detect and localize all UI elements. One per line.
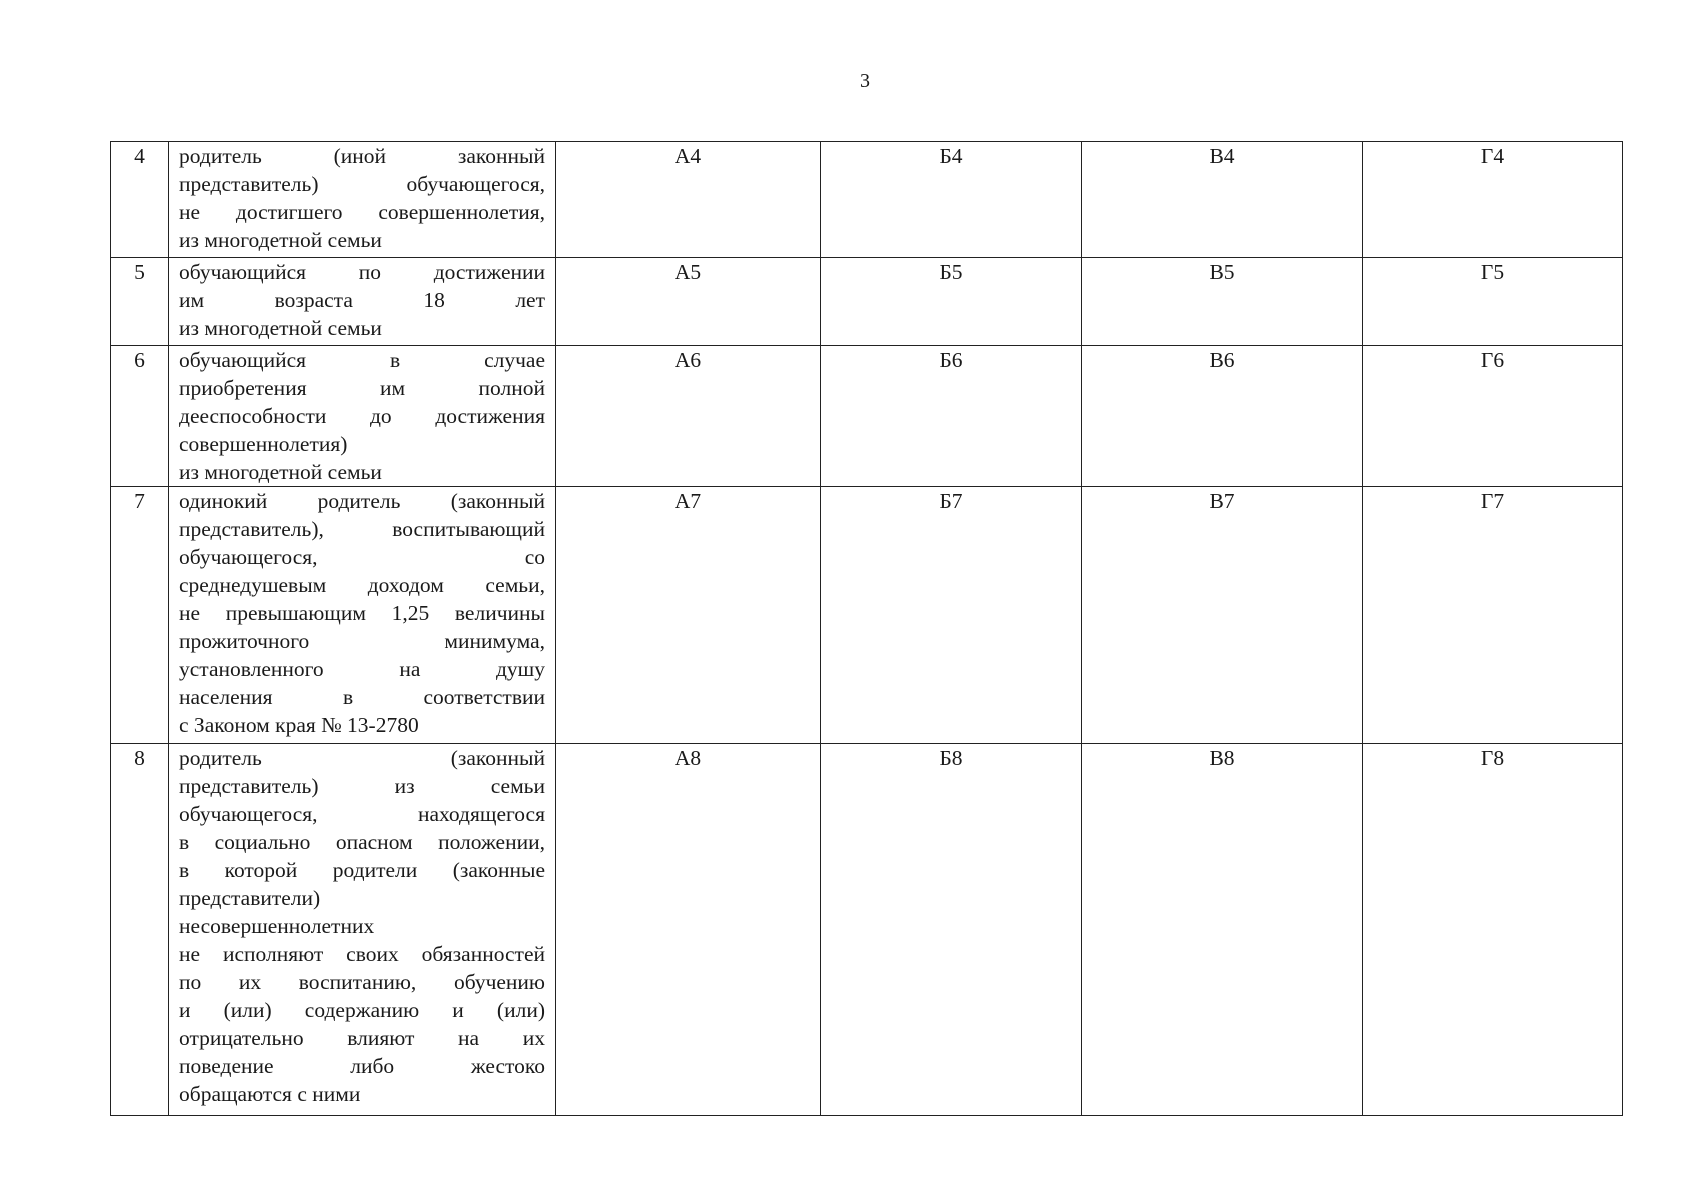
page-number: 3 (860, 70, 870, 92)
criteria-table (110, 141, 1623, 1116)
category-description (169, 258, 556, 346)
description-line: не достигшего совершеннолетия, (179, 200, 545, 224)
code-b-cell: Б6 (821, 346, 1082, 487)
description-line: совершеннолетия) (179, 432, 348, 456)
description-line: населения в соответствии (179, 685, 545, 709)
row-number: 4 (111, 142, 169, 258)
code-g-cell: Г7 (1363, 487, 1623, 744)
code-v-cell: В4 (1082, 142, 1363, 258)
description-line: в которой родители (законные (179, 858, 545, 882)
description-line: прожиточного минимума, (179, 629, 545, 653)
description-line: родитель (законный (179, 746, 545, 770)
description-line: из многодетной семьи (179, 460, 382, 484)
code-a-cell: А8 (556, 744, 821, 1116)
code-a-cell: А7 (556, 487, 821, 744)
description-line: в социально опасном положении, (179, 830, 545, 854)
table-row (111, 258, 1623, 346)
table-row (111, 142, 1623, 258)
description-line: отрицательно влияют на их (179, 1026, 545, 1050)
row-number: 6 (111, 346, 169, 487)
code-v-cell: В7 (1082, 487, 1363, 744)
code-b-cell: Б4 (821, 142, 1082, 258)
description-line: не исполняют своих обязанностей (179, 942, 545, 966)
row-number: 8 (111, 744, 169, 1116)
description-line: представитель) обучающегося, (179, 172, 545, 196)
code-v-cell: В8 (1082, 744, 1363, 1116)
description-line: обучающегося, со (179, 545, 545, 569)
code-g-cell: Г4 (1363, 142, 1623, 258)
description-line: одинокий родитель (законный (179, 489, 545, 513)
description-line: представители) (179, 886, 321, 910)
description-line: обучающийся в случае (179, 348, 545, 372)
description-line: приобретения им полной (179, 376, 545, 400)
code-b-cell: Б8 (821, 744, 1082, 1116)
category-description (169, 142, 556, 258)
description-line: не превышающим 1,25 величины (179, 601, 545, 625)
code-v-cell: В6 (1082, 346, 1363, 487)
description-line: с Законом края № 13-2780 (179, 713, 419, 737)
code-a-cell: А5 (556, 258, 821, 346)
description-line: и (или) содержанию и (или) (179, 998, 545, 1022)
description-line: родитель (иной законный (179, 144, 545, 168)
category-description (169, 346, 556, 487)
table-row (111, 346, 1623, 487)
description-line: представитель), воспитывающий (179, 517, 545, 541)
code-a-cell: А6 (556, 346, 821, 487)
description-line: дееспособности до достижения (179, 404, 545, 428)
description-line: несовершеннолетних (179, 914, 375, 938)
table-row (111, 487, 1623, 744)
description-line: им возраста 18 лет (179, 288, 545, 312)
code-g-cell: Г6 (1363, 346, 1623, 487)
description-line: представитель) из семьи (179, 774, 545, 798)
description-line: поведение либо жестоко (179, 1054, 545, 1078)
description-line: из многодетной семьи (179, 228, 382, 252)
table-row (111, 744, 1623, 1116)
description-line: обучающийся по достижении (179, 260, 545, 284)
description-line: по их воспитанию, обучению (179, 970, 545, 994)
code-b-cell: Б7 (821, 487, 1082, 744)
category-description (169, 487, 556, 744)
row-number: 7 (111, 487, 169, 744)
description-line: установленного на душу (179, 657, 545, 681)
description-line: среднедушевым доходом семьи, (179, 573, 545, 597)
description-line: обращаются с ними (179, 1082, 361, 1106)
table-body (111, 142, 1623, 1116)
code-g-cell: Г8 (1363, 744, 1623, 1116)
description-line: из многодетной семьи (179, 316, 382, 340)
code-v-cell: В5 (1082, 258, 1363, 346)
code-b-cell: Б5 (821, 258, 1082, 346)
code-a-cell: А4 (556, 142, 821, 258)
row-number: 5 (111, 258, 169, 346)
code-g-cell: Г5 (1363, 258, 1623, 346)
description-line: обучающегося, находящегося (179, 802, 545, 826)
category-description (169, 744, 556, 1116)
